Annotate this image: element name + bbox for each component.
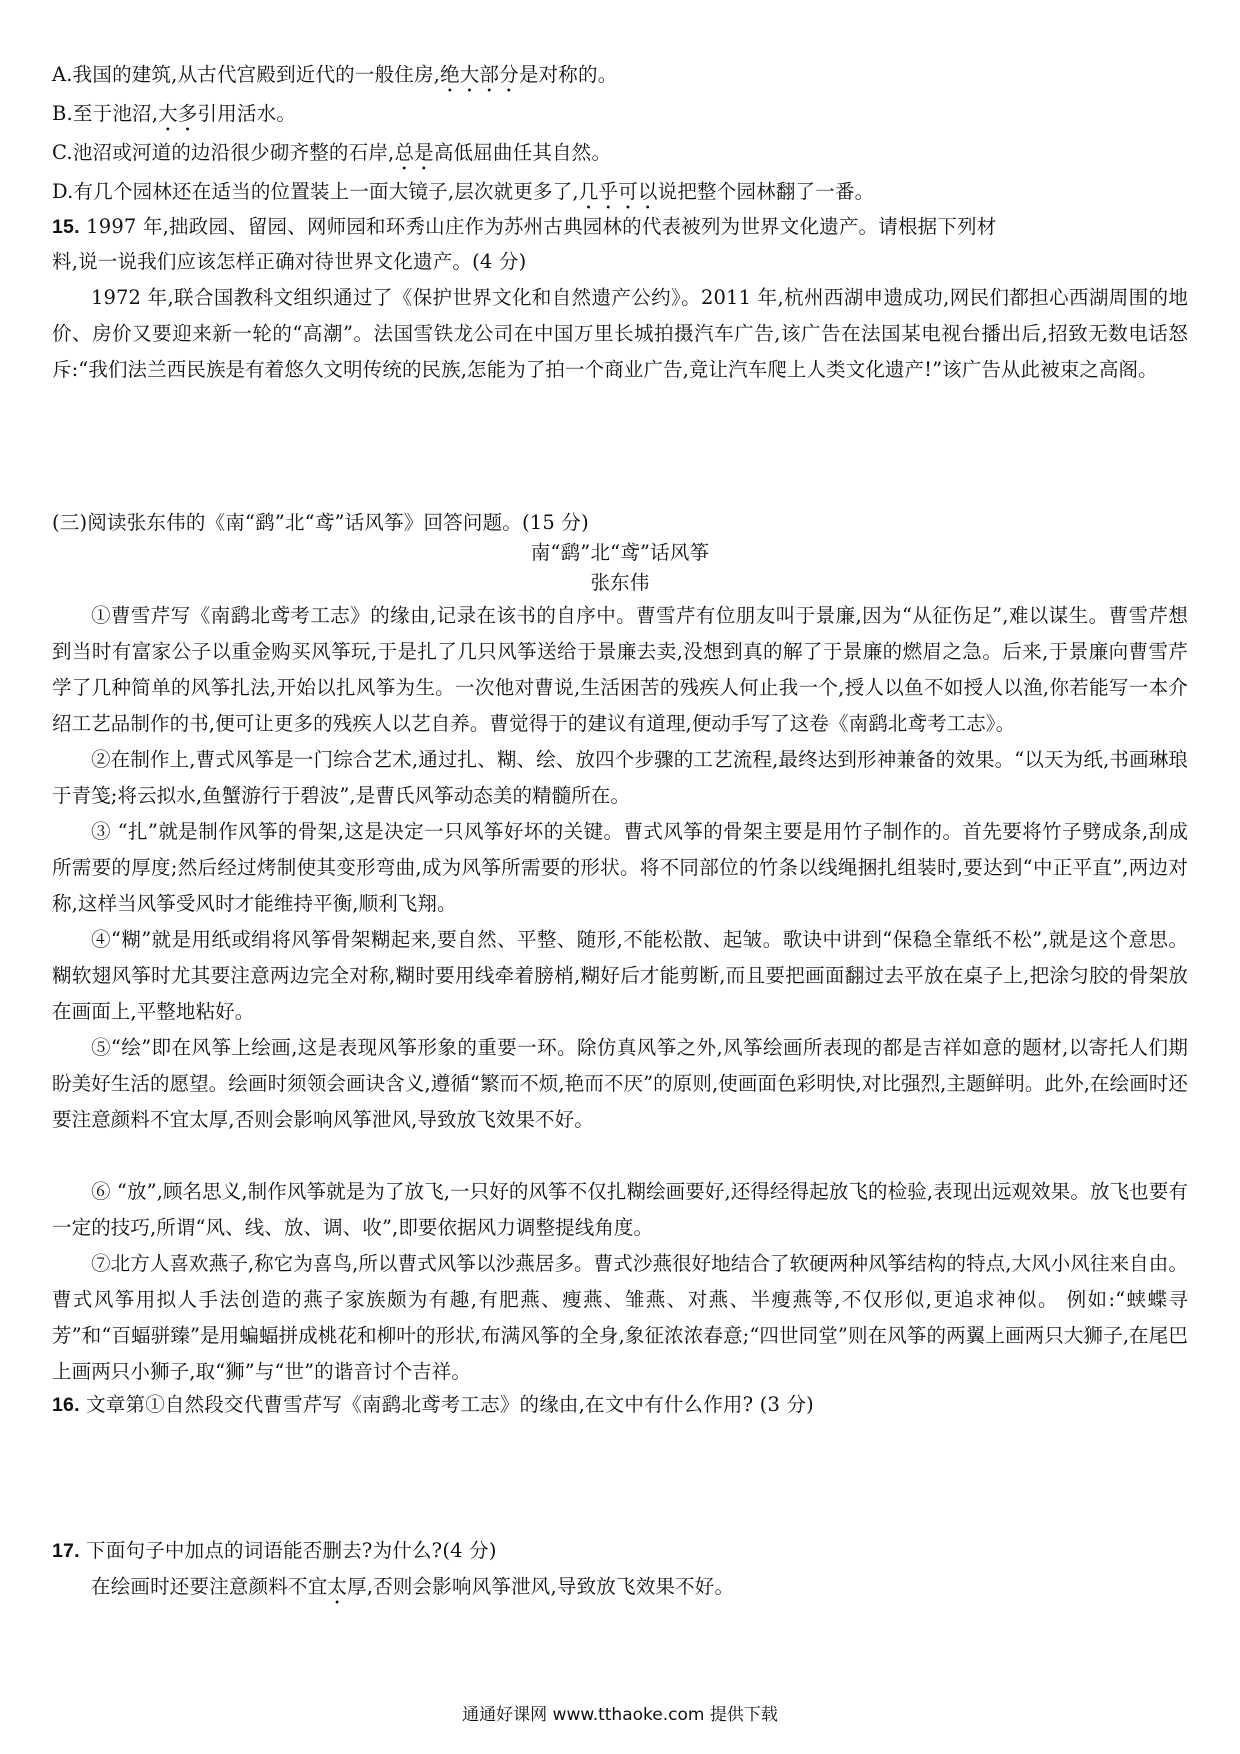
option-c-text-end: 高低屈曲任其自然。: [433, 141, 612, 164]
option-a-dotted-word: 绝大部分: [440, 63, 519, 86]
question-17-text: 下面句子中加点的词语能否删去?为什么?(4 分): [79, 1539, 497, 1562]
question-15-line2: [52, 247, 1188, 277]
article-paragraph-1: ①曹雪芹写《南鹞北鸢考工志》的缘由,记录在该书的自序中。曹雪芹有位朋友叫于景廉,因为“从征伤足”,难以谋生。曹雪芹想到当时有富家公子以重金购买风筝玩,于是扎了几只风筝送给于景廉去卖,没想到真的解了于景廉的燃眉之急。后来,于景廉向曹雪芹学了几种简单的风筝扎法,开始以扎风筝为生。一次他对曹说,生活困苦的残疾人何止我一个,授人以鱼不如授人以渔,你若能写一本介绍工艺品制作的书,便可让更多的残疾人以艺自养。曹觉得于的建议有道理,便动手写了这卷《南鹞北鸢考工志》。: [52, 604, 1188, 735]
option-c-text: C.池沼或河道的边沿很少砌齐整的石岸,: [52, 141, 395, 164]
article-author: 张东伟: [590, 571, 650, 594]
option-a-text: A.我国的建筑,从古代宫殿到近代的一般住房,: [52, 63, 441, 86]
option-b-text: B.至于池沼,: [52, 102, 159, 125]
question-16-number: 16.: [52, 1394, 80, 1416]
article-paragraph-7: ⑦北方人喜欢燕子,称它为喜鸟,所以曹式风筝以沙燕居多。曹式沙燕很好地结合了软硬两种风筝结构的特点,大风小风往来自由。曹式风筝用拟人手法创造的燕子家族颇为有趣,有肥燕、瘦燕、雏燕、对燕、半瘦燕等,不仅形似,更追求神似。 例如:“蛱蝶寻芳”和“百蝠骈臻”是用蝙蝠拼成桃花和柳叶的形状,布满风筝的全身,象征浓浓春意;“四世同堂”则在风筝的两翼上画两只大狮子,在尾巴上画两只小狮子,取“狮”与“世”的谐音讨个吉祥。: [52, 1252, 1188, 1383]
question-17-sentence: [52, 1572, 1188, 1609]
page-footer: 通通好课网 www.tthaoke.com 提供下载: [462, 1705, 778, 1725]
question-15-line1: [52, 212, 1188, 242]
section-3-heading: (三)阅读张东伟的《南“鹞”北“鸢”话风筝》回答问题。(15 分): [52, 511, 589, 534]
option-a: [52, 60, 1188, 97]
question-17-number: 17.: [52, 1540, 80, 1562]
question-15-text-cont: 料,说一说我们应该怎样正确对待世界文化遗产。(4 分): [52, 250, 527, 273]
option-d-text: D.有几个园林还在适当的位置装上一面大镜子,层次就更多了,: [52, 180, 579, 203]
question-17-sentence-end: 厚,否则会影响风筝泄风,导致放飞效果不好。: [347, 1575, 735, 1598]
option-b-dotted-word: 大多: [158, 102, 198, 125]
question-15-text: 1997 年,拙政园、留园、网师园和环秀山庄作为苏州古典园林的代表被列为世界文化遗产。请根据下列材: [79, 215, 997, 238]
question-15-material: 1972 年,联合国教科文组织通过了《保护世界文化和自然遗产公约》。2011 年,杭州西湖申遗成功,网民们都担心西湖周围的地价、房价又要迎来新一轮的“高潮”。法国雪铁龙公司在中国万里长城拍摄汽车广告,该广告在法国某电视台播出后,招致无数电话怒斥:“我们法兰西民族是有着悠久文明传统的民族,怎能为了拍一个商业广告,竟让汽车爬上人类文化遗产!”该广告从此被束之高阁。: [52, 286, 1188, 381]
question-16-text: 文章第①自然段交代曹雪芹写《南鹞北鸢考工志》的缘由,在文中有什么作用? (3 分): [79, 1393, 814, 1416]
question-17-sentence-text: 在绘画时还要注意颜料不宜: [91, 1575, 328, 1598]
option-b-text-end: 引用活水。: [197, 102, 297, 125]
article-paragraph-6: ⑥ “放”,顾名思义,制作风筝就是为了放飞,一只好的风筝不仅扎糊绘画要好,还得经得起放飞的检验,表现出远观效果。放飞也要有一定的技巧,所谓“风、线、放、调、收”,即要依据风力调整提线角度。: [52, 1180, 1188, 1239]
question-17: [52, 1536, 1188, 1566]
question-17-dotted-word: 太: [327, 1575, 348, 1598]
article-paragraph-4: ④“糊”就是用纸或绢将风筝骨架糊起来,要自然、平整、随形,不能松散、起皱。歌诀中讲到“保稳全靠纸不松”,就是这个意思。糊软翅风筝时尤其要注意两边完全对称,糊时要用线牵着膀梢,糊好后才能剪断,而且要把画面翻过去平放在桌子上,把涂匀胶的骨架放在画面上,平整地粘好。: [52, 928, 1188, 1023]
article-paragraph-3: ③ “扎”就是制作风筝的骨架,这是决定一只风筝好坏的关键。曹式风筝的骨架主要是用竹子制作的。首先要将竹子劈成条,刮成所需要的厚度;然后经过烤制使其变形弯曲,成为风筝所需要的形状。将不同部位的竹条以线绳捆扎组装时,要达到“中正平直”,两边对称,这样当风筝受风时才能维持平衡,顺利飞翔。: [52, 820, 1188, 915]
option-c: [52, 138, 1188, 175]
question-16: [52, 1390, 1188, 1420]
article-paragraph-2: ②在制作上,曹式风筝是一门综合艺术,通过扎、糊、绘、放四个步骤的工艺流程,最终达到形神兼备的效果。“以天为纸,书画琳琅于青笺;将云拟水,鱼蟹游行于碧波”,是曹氏风筝动态美的精髓所在。: [52, 748, 1188, 807]
option-d: [52, 177, 1188, 214]
option-c-dotted-word: 总是: [394, 141, 434, 164]
article-paragraph-5: ⑤“绘”即在风筝上绘画,这是表现风筝形象的重要一环。除仿真风筝之外,风筝绘画所表现的都是吉祥如意的题材,以寄托人们期盼美好生活的愿望。绘画时须领会画诀含义,遵循“繁而不烦,艳而不厌”的原则,使画面色彩明快,对比强烈,主题鲜明。此外,在绘画时还要注意颜料不宜太厚,否则会影响风筝泄风,导致放飞效果不好。: [52, 1036, 1188, 1131]
option-d-dotted-word: 几乎可以: [578, 180, 658, 203]
question-15-number: 15.: [52, 216, 80, 238]
article-title: 南“鹞”北“鸢”话风筝: [530, 541, 710, 564]
option-a-text-end: 是对称的。: [518, 63, 618, 86]
option-d-text-end: 说把整个园林翻了一番。: [657, 180, 875, 203]
option-b: [52, 99, 1188, 136]
